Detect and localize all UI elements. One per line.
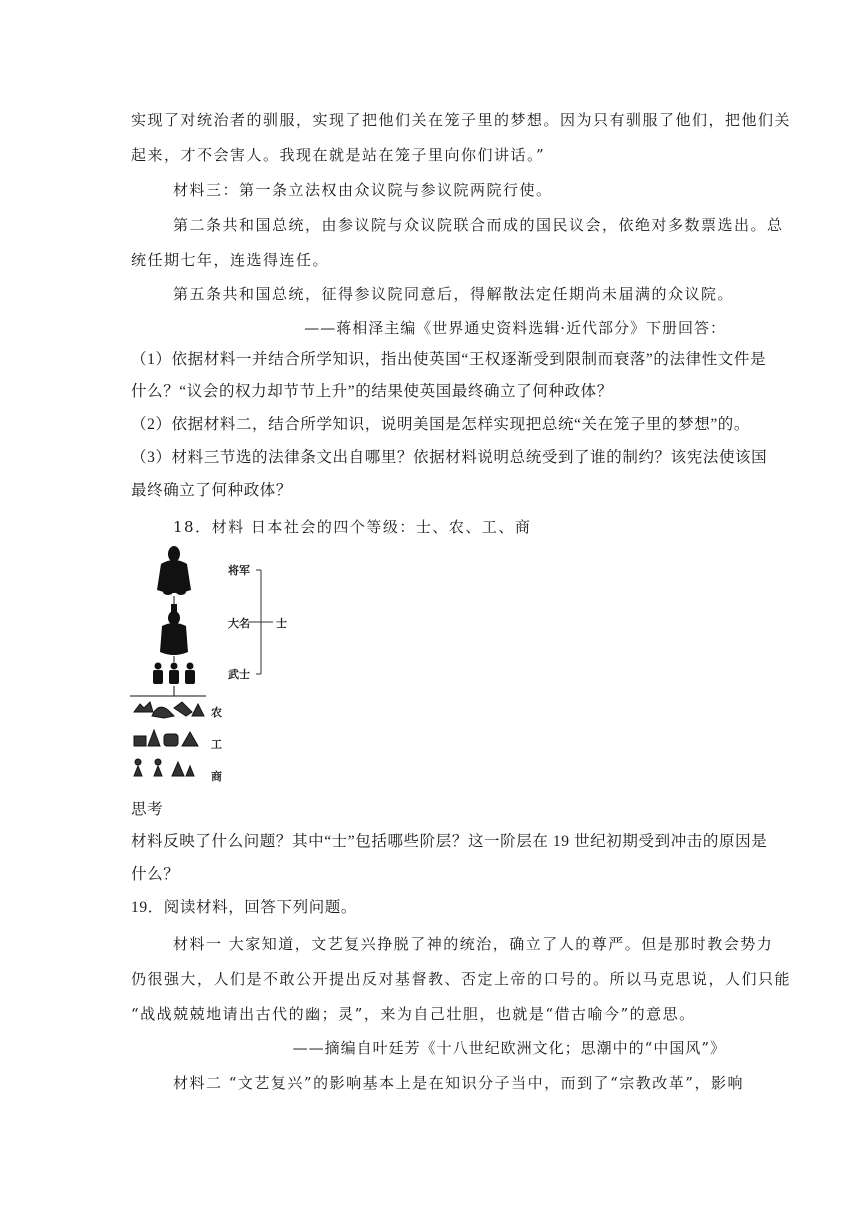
text-line: 第二条共和国总统，由参议院与众议院联合而成的国民议会，依绝对多数票选出。总 <box>173 216 784 234</box>
question-3: （3）材料三节选的法律条文出自哪里？依据材料说明总统受到了谁的制约？该宪法使该国 <box>131 449 768 466</box>
social-hierarchy-figure <box>128 540 298 790</box>
question-2: （2）依据材料二，结合所学知识，说明美国是怎样实现把总统“关在笼子里的梦想”的。 <box>131 416 751 433</box>
material-three-heading: 材料三：第一条立法权由众议院与参议院两院行使。 <box>173 181 553 199</box>
source-citation: ——蒋相泽主编《世界通史资料选辑·近代部分》下册回答： <box>304 319 726 337</box>
label-shi: 士 <box>276 617 287 630</box>
label-gong: 工 <box>211 738 222 751</box>
label-shang: 商 <box>211 770 222 783</box>
label-nong: 农 <box>211 706 222 719</box>
question-18-title: 18．材料 日本社会的四个等级：士、农、工、商 <box>173 518 532 536</box>
think-question-cont: 什么？ <box>131 866 180 883</box>
label-bushi: 武士 <box>228 668 250 681</box>
text-line: 实现了对统治者的驯服，实现了把他们关在笼子里的梦想。因为只有驯服了他们，把他们关 <box>131 111 792 129</box>
text-line: 第五条共和国总统，征得参议院同意后，得解散法定任期尚未届满的众议院。 <box>173 285 735 303</box>
think-question: 材料反映了什么问题？其中“士”包括哪些阶层？这一阶层在 19 世纪初期受到冲击的原因是 <box>131 833 768 850</box>
label-shogun: 将军 <box>228 564 250 577</box>
text-line: 仍很强大，人们是不敢公开提出反对基督教、否定上帝的口号的。所以马克思说，人们只能 <box>131 970 792 988</box>
hierarchy-illustration <box>128 540 298 790</box>
material-one: 材料一 大家知道，文艺复兴挣脱了神的统治，确立了人的尊严。但是那时教会势力 <box>173 935 774 953</box>
label-daimyo: 大名 <box>228 617 250 630</box>
material-two: 材料二 “文艺复兴”的影响基本上是在知识分子当中，而到了“宗教改革”，影响 <box>173 1074 744 1092</box>
text-line: “战战兢兢地请出古代的幽；灵”，来为自己壮胆，也就是“借古喻今”的意思。 <box>131 1005 696 1023</box>
question-19-title: 19．阅读材料，回答下列问题。 <box>131 899 358 916</box>
text-line: 起来，才不会害人。我现在就是站在笼子里向你们讲话。” <box>131 146 546 164</box>
text-line: 统任期七年，连选得连任。 <box>131 251 330 269</box>
question-1: （1）依据材料一并结合所学知识，指出使英国“王权逐渐受到限制而衰落”的法律性文件是 <box>131 351 767 368</box>
question-3-cont: 最终确立了何种政体？ <box>131 482 293 499</box>
question-1-cont: 什么？“议会的权力却节节上升”的结果使英国最终确立了何种政体？ <box>131 383 613 400</box>
source-citation: ——摘编自叶廷芳《十八世纪欧洲文化；思潮中的“中国风”》 <box>292 1039 726 1057</box>
think-heading: 思考 <box>131 801 164 818</box>
